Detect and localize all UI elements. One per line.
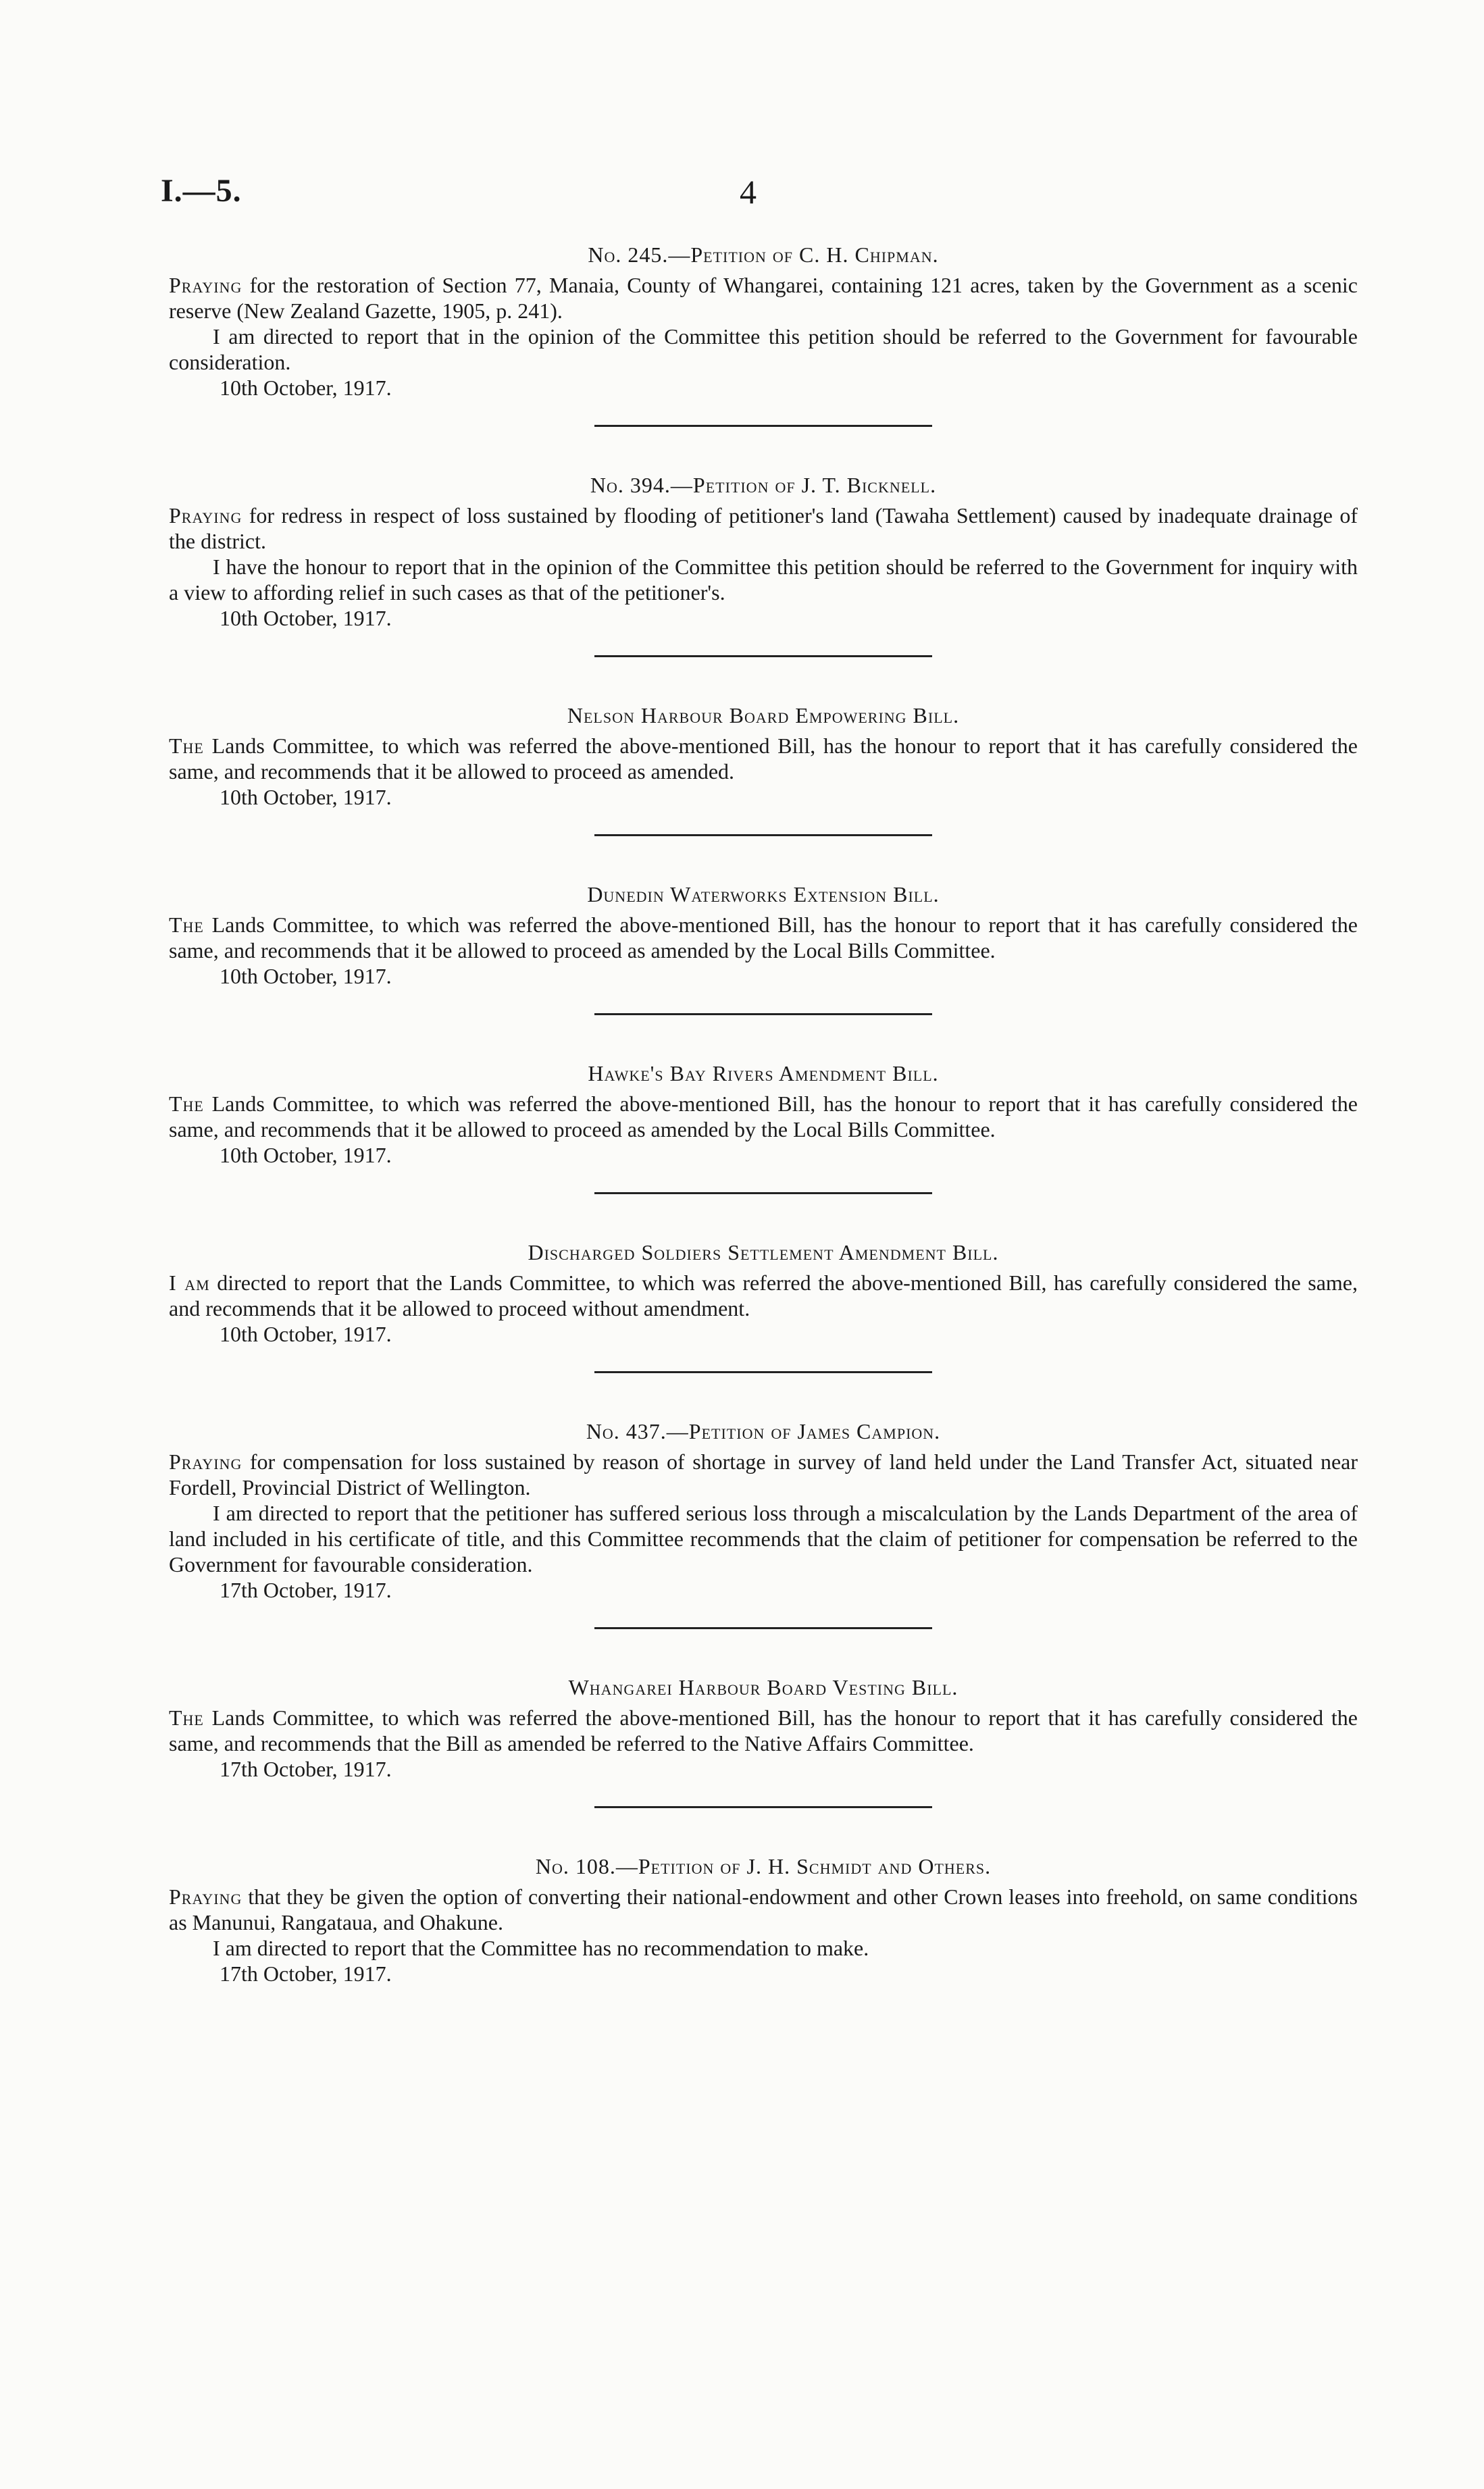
paragraph-lead: The bbox=[169, 734, 204, 758]
page-number: 4 bbox=[740, 173, 757, 211]
section-title: No. 394.—Petition of J. T. Bicknell. bbox=[590, 473, 937, 497]
section-discharged-soldiers-bill bbox=[169, 1237, 1358, 1347]
section-report: I have the honour to report that in the opinion of the Committee this petition should be referred to the Government for inquiry with a view to affording relief in such cases as that of the petitioner's. bbox=[169, 555, 1358, 605]
section-petition-437 bbox=[169, 1416, 1358, 1603]
section-divider bbox=[594, 1627, 932, 1629]
section-title: No. 245.—Petition of C. H. Chipman. bbox=[588, 242, 939, 267]
section-title: Dunedin Waterworks Extension Bill. bbox=[587, 882, 940, 906]
section-paragraph bbox=[169, 272, 1358, 324]
paragraph-lead: Praying bbox=[169, 273, 242, 297]
section-paragraph bbox=[169, 733, 1358, 784]
paragraph-text: for the restoration of Section 77, Manaia, County of Whangarei, containing 121 acres, taken by the Government as a scenic reserve (New Zealand Gazette, 1905, p. 241). bbox=[169, 273, 1358, 323]
paragraph-text: for compensation for loss sustained by reason of shortage in survey of land held under the Land Transfer Act, situated near Fordell, Provincial District of Wellington. bbox=[169, 1449, 1358, 1499]
section-hawkes-bay-bill bbox=[169, 1058, 1358, 1168]
section-date: 17th October, 1917. bbox=[220, 1757, 392, 1781]
section-title: No. 437.—Petition of James Campion. bbox=[586, 1419, 941, 1443]
section-petition-394 bbox=[169, 470, 1358, 631]
paragraph-text: for redress in respect of loss sustained by flooding of petitioner's land (Tawaha Settlement) caused by inadequate drainage of the district. bbox=[169, 503, 1358, 553]
section-report: I am directed to report that the Committee has no recommendation to make. bbox=[213, 1936, 869, 1960]
section-title: No. 108.—Petition of J. H. Schmidt and Others. bbox=[535, 1854, 992, 1878]
section-paragraph bbox=[169, 1705, 1358, 1756]
section-divider bbox=[594, 1192, 932, 1194]
section-divider bbox=[594, 655, 932, 657]
section-paragraph bbox=[169, 1270, 1358, 1321]
section-divider bbox=[594, 1013, 932, 1015]
section-title: Nelson Harbour Board Empowering Bill. bbox=[567, 703, 960, 727]
section-divider bbox=[594, 834, 932, 836]
document-reference: I.—5. bbox=[161, 173, 242, 209]
paragraph-text: Lands Committee, to which was referred the above-mentioned Bill, has the honour to report that it has carefully considered the same, and recommends that the Bill as amended be referred to the Native Affairs Committee. bbox=[169, 1705, 1358, 1755]
section-nelson-harbour-bill bbox=[169, 700, 1358, 810]
section-divider bbox=[594, 1371, 932, 1373]
section-date: 10th October, 1917. bbox=[220, 376, 392, 400]
paragraph-lead: The bbox=[169, 1092, 204, 1116]
section-petition-245 bbox=[169, 240, 1358, 401]
page-header bbox=[0, 172, 1484, 213]
paragraph-lead: Praying bbox=[169, 503, 242, 528]
section-date: 10th October, 1917. bbox=[220, 1322, 392, 1346]
section-dunedin-waterworks-bill bbox=[169, 879, 1358, 989]
document-body bbox=[169, 240, 1358, 1986]
paragraph-text: Lands Committee, to which was referred the above-mentioned Bill, has the honour to report that it has carefully considered the same, and recommends that it be allowed to proceed as amended. bbox=[169, 734, 1358, 784]
paragraph-lead: The bbox=[169, 1705, 204, 1730]
section-title: Whangarei Harbour Board Vesting Bill. bbox=[568, 1675, 958, 1699]
paragraph-lead: Praying bbox=[169, 1449, 242, 1474]
section-date: 10th October, 1917. bbox=[220, 964, 392, 988]
section-petition-108 bbox=[169, 1851, 1358, 1986]
paragraph-text: Lands Committee, to which was referred the above-mentioned Bill, has the honour to report that it has carefully considered the same, and recommends that it be allowed to proceed as amended by the Local Bills Committee. bbox=[169, 1092, 1358, 1141]
section-paragraph bbox=[169, 1091, 1358, 1142]
paragraph-lead: Praying bbox=[169, 1884, 242, 1909]
section-whangarei-harbour-bill bbox=[169, 1672, 1358, 1782]
section-date: 17th October, 1917. bbox=[220, 1961, 392, 1986]
section-date: 10th October, 1917. bbox=[220, 785, 392, 809]
section-title: Hawke's Bay Rivers Amendment Bill. bbox=[588, 1061, 939, 1085]
paragraph-lead: The bbox=[169, 913, 204, 937]
section-report: I am directed to report that in the opinion of the Committee this petition should be referred to the Government for favourable consideration. bbox=[169, 324, 1358, 374]
paragraph-lead: I am bbox=[169, 1271, 210, 1295]
section-date: 10th October, 1917. bbox=[220, 606, 392, 630]
paragraph-text: Lands Committee, to which was referred the above-mentioned Bill, has the honour to report that it has carefully considered the same, and recommends that it be allowed to proceed as amended by the Local Bills Committee. bbox=[169, 913, 1358, 963]
paragraph-text: directed to report that the Lands Committee, to which was referred the above-mentioned Bill, has carefully considered the same, and recommends that it be allowed to proceed without amendment. bbox=[169, 1271, 1358, 1320]
paragraph-text: that they be given the option of converting their national-endowment and other Crown leases into freehold, on same conditions as Manunui, Rangataua, and Ohakune. bbox=[169, 1884, 1358, 1934]
section-report: I am directed to report that the petitioner has suffered serious loss through a miscalculation by the Lands Department of the area of land included in his certificate of title, and this Committee recommends that the claim of petitioner for compensation be referred to the Government for favourable consideration. bbox=[169, 1501, 1358, 1576]
section-divider bbox=[594, 425, 932, 427]
section-title: Discharged Soldiers Settlement Amendment Bill. bbox=[528, 1240, 999, 1264]
section-paragraph bbox=[169, 1449, 1358, 1500]
section-date: 10th October, 1917. bbox=[220, 1143, 392, 1167]
section-paragraph bbox=[169, 503, 1358, 554]
section-paragraph bbox=[169, 1884, 1358, 1935]
section-divider bbox=[594, 1806, 932, 1808]
section-paragraph bbox=[169, 912, 1358, 963]
section-date: 17th October, 1917. bbox=[220, 1578, 392, 1602]
